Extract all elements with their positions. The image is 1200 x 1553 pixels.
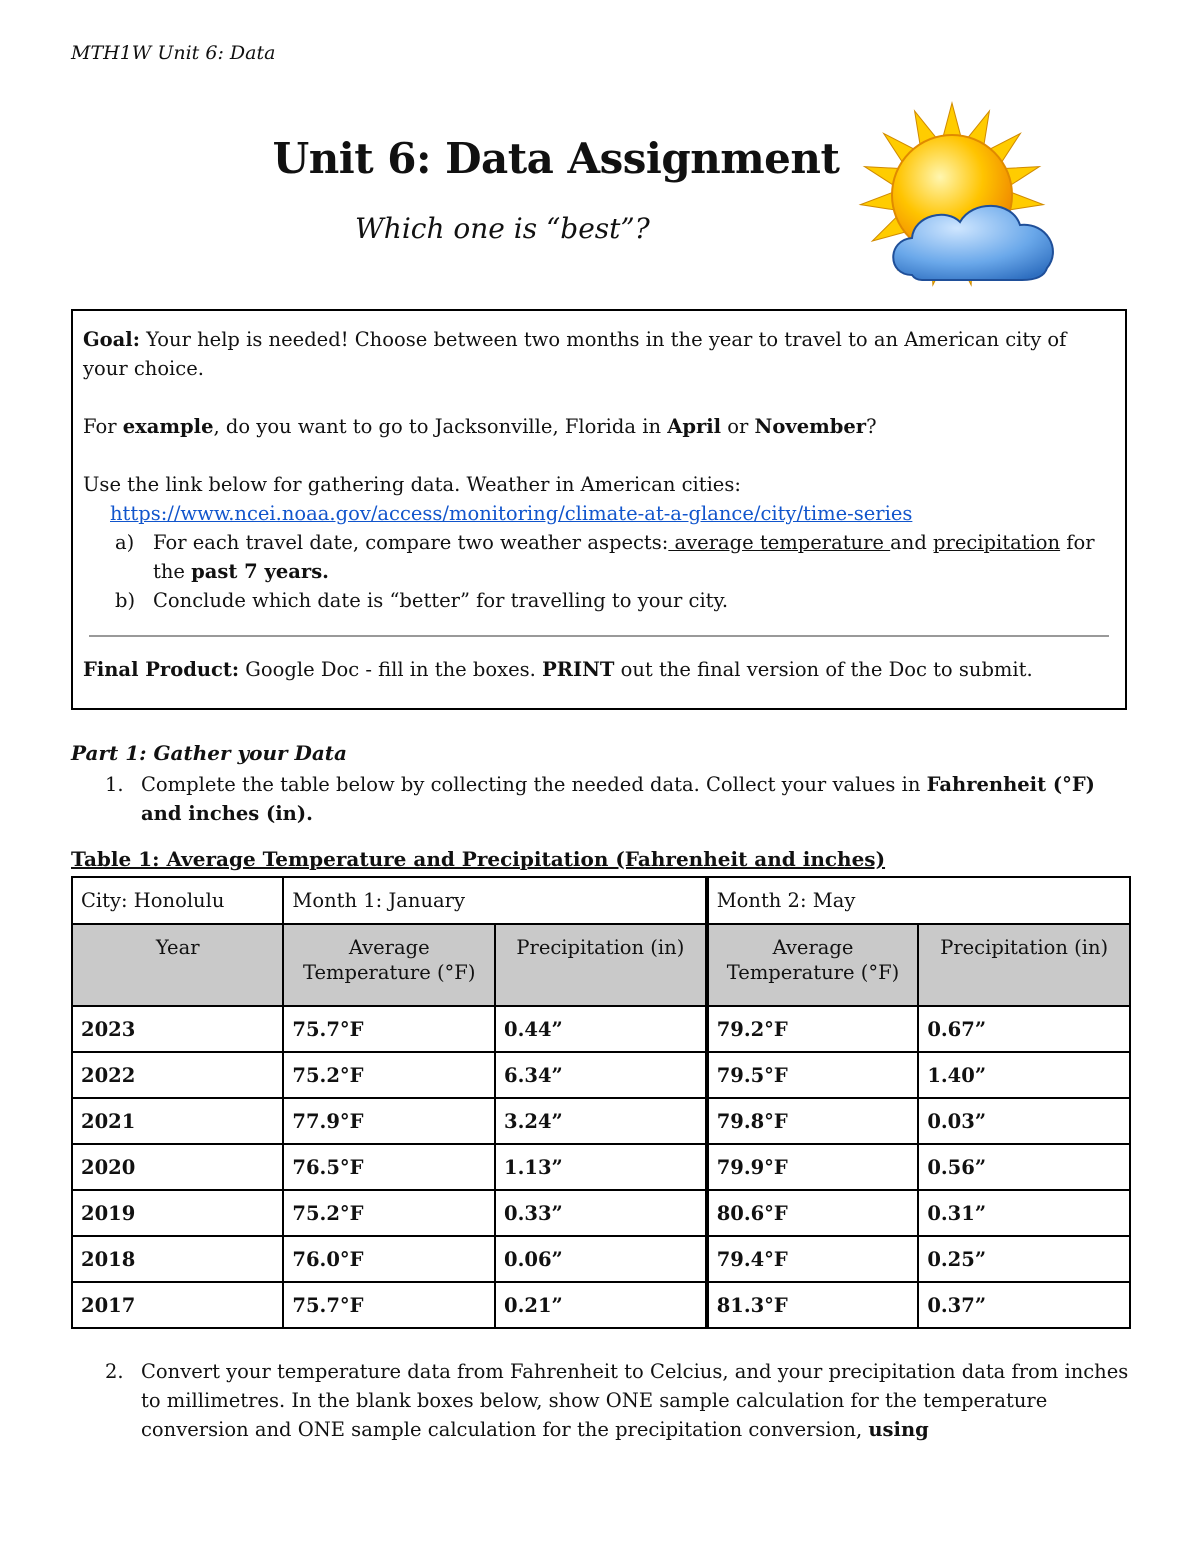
- goal-paragraph: [83, 325, 1115, 383]
- item-a-bold: past 7 years: [191, 560, 323, 583]
- final-product: [83, 655, 1115, 684]
- temp-cell[interactable]: 77.9°F: [283, 1098, 495, 1144]
- precip-cell[interactable]: 0.56”: [918, 1144, 1130, 1190]
- temp-cell[interactable]: 75.2°F: [283, 1052, 495, 1098]
- header-precip-1: Precipitation (in): [495, 924, 707, 1006]
- step-1: [71, 770, 1131, 828]
- step-1-bold: Fahrenheit (°F) and inches (in): [141, 773, 1095, 825]
- precip-cell[interactable]: 0.06”: [495, 1236, 707, 1282]
- step-1-number: 1.: [105, 773, 124, 796]
- temp-cell[interactable]: 79.4°F: [707, 1236, 919, 1282]
- header-precip-2: Precipitation (in): [918, 924, 1130, 1006]
- temp-cell[interactable]: 76.5°F: [283, 1144, 495, 1190]
- step-2-number: 2.: [105, 1360, 124, 1383]
- item-b-text: Conclude which date is “better” for travelling to your city.: [153, 589, 729, 612]
- temp-cell[interactable]: 79.8°F: [707, 1098, 919, 1144]
- example-or: or: [721, 415, 755, 438]
- item-a-pre: For each travel date, compare two weather aspects:: [153, 531, 669, 554]
- header-temp-2: Average Temperature (°F): [707, 924, 919, 1006]
- step-2-bold: using: [868, 1418, 929, 1441]
- temp-cell[interactable]: 79.5°F: [707, 1052, 919, 1098]
- list-marker-b: b): [115, 589, 136, 612]
- sun-cloud-icon: [852, 100, 1072, 300]
- example-bold: example: [122, 415, 214, 438]
- temp-cell[interactable]: 80.6°F: [707, 1190, 919, 1236]
- precip-cell[interactable]: 3.24”: [495, 1098, 707, 1144]
- table-row: [72, 1144, 1130, 1190]
- temp-cell[interactable]: 75.7°F: [283, 1282, 495, 1328]
- list-marker-a: a): [115, 531, 135, 554]
- precip-cell[interactable]: 0.03”: [918, 1098, 1130, 1144]
- table-row: [72, 1282, 1130, 1328]
- precip-cell[interactable]: 0.67”: [918, 1006, 1130, 1052]
- precip-cell[interactable]: 1.13”: [495, 1144, 707, 1190]
- month1-cell[interactable]: Month 1: January: [283, 877, 706, 924]
- final-label: Final Product:: [83, 658, 240, 681]
- final-print: PRINT: [542, 658, 615, 681]
- step-1-text: Complete the table below by collecting the needed data. Collect your values in: [141, 773, 927, 796]
- header-temp-1: Average Temperature (°F): [283, 924, 495, 1006]
- table-row: [72, 1098, 1130, 1144]
- temp-cell[interactable]: 75.7°F: [283, 1006, 495, 1052]
- year-cell[interactable]: 2018: [72, 1236, 283, 1282]
- precip-cell[interactable]: 0.21”: [495, 1282, 707, 1328]
- year-cell[interactable]: 2017: [72, 1282, 283, 1328]
- page-subtitle: Which one is “best”?: [355, 212, 650, 245]
- noaa-link[interactable]: https://www.ncei.noaa.gov/access/monitoring/climate-at-a-glance/city/time-series: [110, 502, 913, 525]
- goal-box: [71, 309, 1127, 710]
- example-pre: For: [83, 415, 123, 438]
- step-2-text: Convert your temperature data from Fahrenheit to Celcius, and your precipitation data from inches to millimetres. In the blank boxes below, show ONE sample calculation for the temperature conversion and ONE sample calculation for the precipitation conversion,: [141, 1360, 1129, 1441]
- list-item-a: [83, 528, 1115, 586]
- example-paragraph: [83, 412, 1115, 441]
- page-title: Unit 6: Data Assignment: [272, 134, 840, 183]
- precip-cell[interactable]: 0.33”: [495, 1190, 707, 1236]
- header-year: Year: [72, 924, 283, 1006]
- example-month-a: April: [667, 415, 722, 438]
- final-end: out the final version of the Doc to submit.: [614, 658, 1033, 681]
- final-mid: Google Doc - fill in the boxes.: [239, 658, 543, 681]
- page-header: MTH1W Unit 6: Data: [71, 42, 276, 64]
- table-row: [72, 1006, 1130, 1052]
- temp-cell[interactable]: 81.3°F: [707, 1282, 919, 1328]
- precip-cell[interactable]: 0.44”: [495, 1006, 707, 1052]
- month2-cell[interactable]: Month 2: May: [707, 877, 1130, 924]
- divider: [89, 635, 1109, 637]
- goal-text: Your help is needed! Choose between two months in the year to travel to an American city of your choice.: [83, 328, 1067, 380]
- example-q: ?: [866, 415, 877, 438]
- temp-cell[interactable]: 79.2°F: [707, 1006, 919, 1052]
- year-cell[interactable]: 2021: [72, 1098, 283, 1144]
- table-row: [72, 1052, 1130, 1098]
- precip-cell[interactable]: 1.40”: [918, 1052, 1130, 1098]
- weather-table: [71, 876, 1131, 1329]
- year-cell[interactable]: 2023: [72, 1006, 283, 1052]
- precip-cell[interactable]: 0.25”: [918, 1236, 1130, 1282]
- item-a-for: for the: [153, 531, 1095, 583]
- precip-cell[interactable]: 0.31”: [918, 1190, 1130, 1236]
- step-2: [71, 1357, 1131, 1444]
- table-caption: Table 1: Average Temperature and Precipitation (Fahrenheit and inches): [71, 847, 886, 871]
- precip-cell[interactable]: 6.34”: [495, 1052, 707, 1098]
- year-cell[interactable]: 2019: [72, 1190, 283, 1236]
- step-1-end: .: [306, 802, 313, 825]
- temp-cell[interactable]: 75.2°F: [283, 1190, 495, 1236]
- item-a-underline-1: average temperature: [668, 531, 891, 554]
- table-row: [72, 1190, 1130, 1236]
- precip-cell[interactable]: 0.37”: [918, 1282, 1130, 1328]
- item-a-and: and: [890, 531, 934, 554]
- part1-heading: Part 1: Gather your Data: [71, 741, 348, 765]
- example-month-b: November: [754, 415, 867, 438]
- goal-label: Goal:: [83, 328, 140, 351]
- year-cell[interactable]: 2020: [72, 1144, 283, 1190]
- item-a-underline-2: precipitation: [933, 531, 1061, 554]
- example-mid: , do you want to go to Jacksonville, Florida in: [213, 415, 668, 438]
- table-header-row: [72, 924, 1130, 1006]
- list-item-b: [83, 586, 1115, 615]
- item-a-end: .: [322, 560, 329, 583]
- temp-cell[interactable]: 76.0°F: [283, 1236, 495, 1282]
- city-cell[interactable]: City: Honolulu: [72, 877, 283, 924]
- table-meta-row: [72, 877, 1130, 924]
- link-intro: Use the link below for gathering data. Weather in American cities:: [83, 473, 741, 496]
- year-cell[interactable]: 2022: [72, 1052, 283, 1098]
- temp-cell[interactable]: 79.9°F: [707, 1144, 919, 1190]
- table-row: [72, 1236, 1130, 1282]
